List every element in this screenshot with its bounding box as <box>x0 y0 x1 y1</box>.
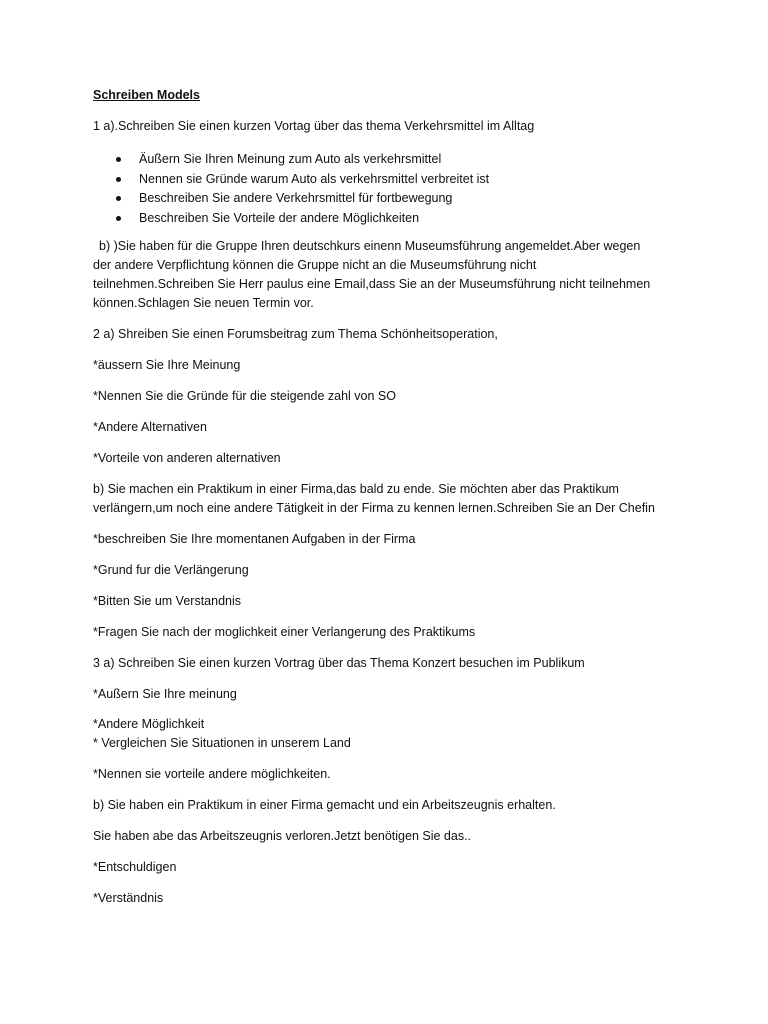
task-3b-heading: b) Sie haben ein Praktikum in einer Firma gemacht und ein Arbeitszeugnis erhalten. <box>93 798 556 812</box>
task-3a-point: *Nennen sie vorteile andere möglichkeiten. <box>93 767 331 781</box>
task-2b-point: *Bitten Sie um Verstandnis <box>93 594 241 608</box>
bullet-icon <box>116 216 121 221</box>
task-3a-point: *Andere Möglichkeit <box>93 717 205 731</box>
task-3a-point: * Vergleichen Sie Situationen in unserem Land <box>93 736 351 750</box>
task-2a-heading: 2 a) Shreiben Sie einen Forumsbeitrag zum Thema Schönheitsoperation, <box>93 327 498 341</box>
task-2a-point: *äussern Sie Ihre Meinung <box>93 358 241 372</box>
task-3b-point: *Entschuldigen <box>93 860 177 874</box>
task-3a-point: *Außern Sie Ihre meinung <box>93 687 237 701</box>
list-item: Beschreiben Sie andere Verkehrsmittel für fortbewegung <box>114 189 489 209</box>
task-2b-point: *beschreiben Sie Ihre momentanen Aufgaben in der Firma <box>93 532 416 546</box>
task-1a-bullet-list <box>114 150 489 228</box>
task-1b-paragraph: b) )Sie haben für die Gruppe Ihren deutschkurs einenn Museumsführung angemeldet.Aber wegen der andere Verpflichtung können die Gruppe nicht an die Museumsführung nicht teilnehmen.Schreiben Sie Herr paulus eine Email,dass Sie an der Museumsführung nicht teilnehmen können.Schlagen Sie neuen Termin vor. <box>93 239 651 310</box>
task-3b-detail: Sie haben abe das Arbeitszeugnis verloren.Jetzt benötigen Sie das.. <box>93 829 472 843</box>
task-2a-point: *Vorteile von anderen alternativen <box>93 451 281 465</box>
task-2b-point: *Fragen Sie nach der moglichkeit einer Verlangerung des Praktikums <box>93 625 476 639</box>
bullet-icon <box>116 177 121 182</box>
task-1a-heading: 1 a).Schreiben Sie einen kurzen Vortag über das thema Verkehrsmittel im Alltag <box>93 119 535 133</box>
list-item: Beschreiben Sie Vorteile der andere Möglichkeiten <box>114 209 489 229</box>
document-title: Schreiben Models <box>93 88 200 102</box>
list-item: Nennen sie Gründe warum Auto als verkehrsmittel verbreitet ist <box>114 170 489 190</box>
task-3b-point: *Verständnis <box>93 891 164 905</box>
bullet-icon <box>116 196 121 201</box>
task-2b-paragraph: b) Sie machen ein Praktikum in einer Firma,das bald zu ende. Sie möchten aber das Praktikum verlängern,um noch eine andere Tätigkeit in der Firma zu kennen lernen.Schreiben Sie an Der Chefin <box>93 482 655 515</box>
list-item: Äußern Sie Ihren Meinung zum Auto als verkehrsmittel <box>114 150 489 170</box>
task-2b-point: *Grund fur die Verlängerung <box>93 563 249 577</box>
bullet-icon <box>116 157 121 162</box>
task-3a-heading: 3 a) Schreiben Sie einen kurzen Vortrag über das Thema Konzert besuchen im Publikum <box>93 656 585 670</box>
task-2a-point: *Nennen Sie die Gründe für die steigende zahl von SO <box>93 389 396 403</box>
task-2a-point: *Andere Alternativen <box>93 420 207 434</box>
